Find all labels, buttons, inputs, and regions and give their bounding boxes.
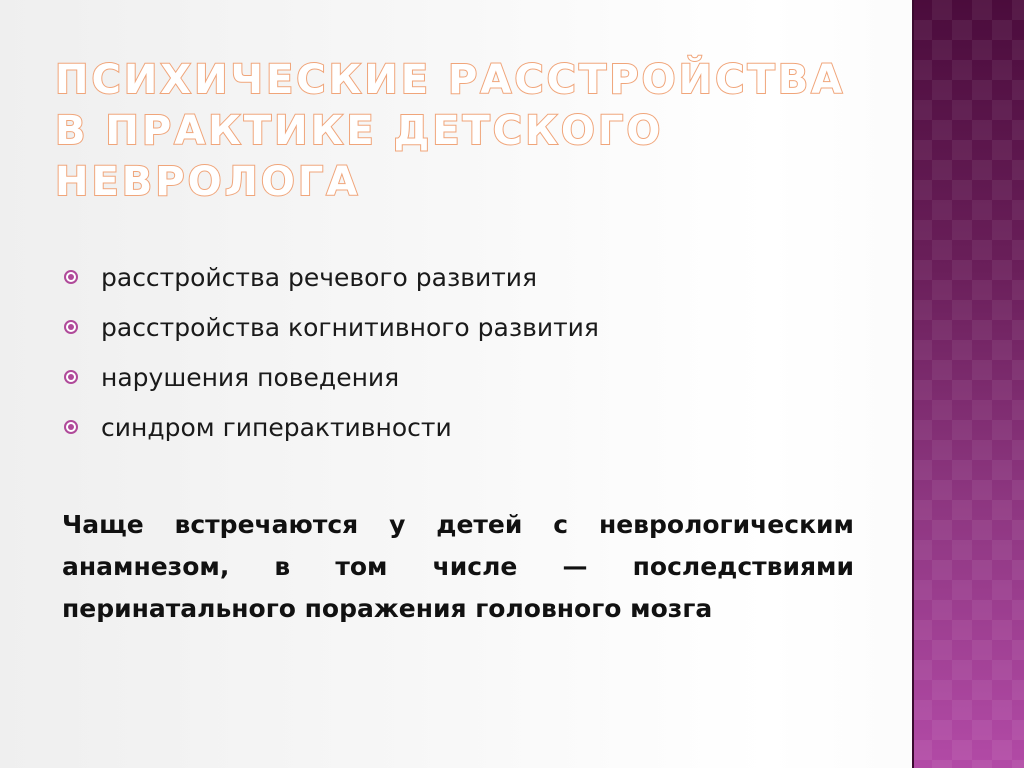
list-item — [62, 252, 892, 302]
list-item — [62, 402, 892, 452]
summary-paragraph: Чаще встречаются у детей с неврологическим анамнезом, в том числе — последствиями перинатального поражения головного мозга — [62, 510, 854, 623]
bullet-circle-icon — [64, 370, 78, 384]
decorative-side-panel — [912, 0, 1024, 768]
bullet-text: расстройства когнитивного развития — [101, 312, 599, 342]
bullet-circle-icon — [64, 420, 78, 434]
bullet-list — [62, 252, 892, 452]
slide-title: ПСИХИЧЕСКИЕ РАССТРОЙСТВА В ПРАКТИКЕ ДЕТСКОГО НЕВРОЛОГА — [55, 57, 846, 205]
bullet-text: расстройства речевого развития — [101, 262, 538, 292]
bullet-circle-icon — [64, 270, 78, 284]
bullet-circle-icon — [64, 320, 78, 334]
bullet-text: нарушения поведения — [101, 362, 400, 392]
bullet-text: синдром гиперактивности — [101, 412, 452, 442]
list-item — [62, 352, 892, 402]
list-item — [62, 302, 892, 352]
